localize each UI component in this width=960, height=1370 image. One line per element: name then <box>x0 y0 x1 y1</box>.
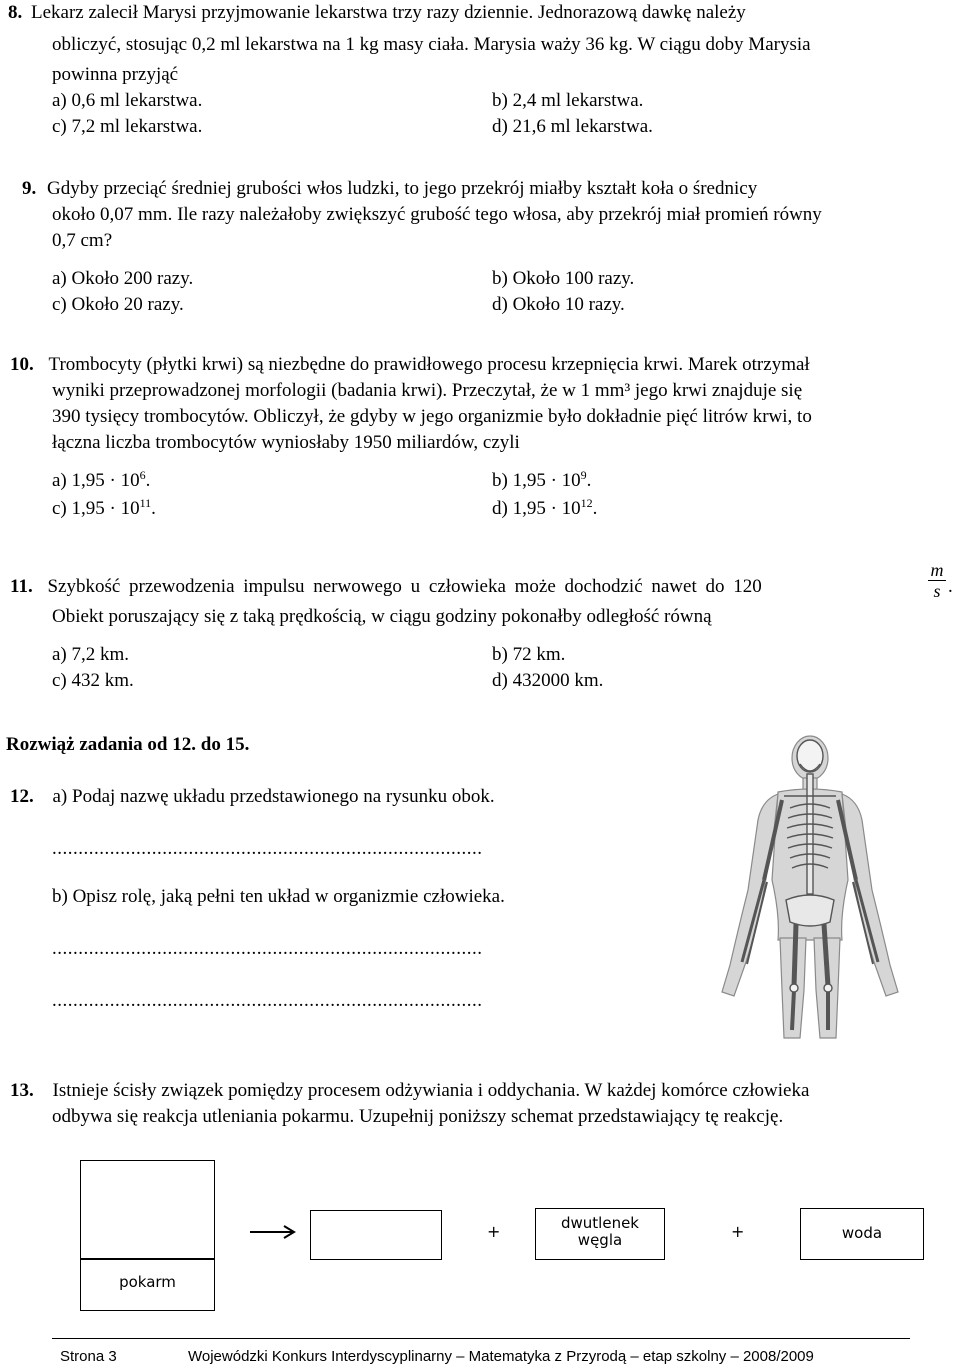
q8-option-a[interactable]: a) 0,6 ml lekarstwa. <box>52 90 203 111</box>
section-heading: Rozwiąż zadania od 12. do 15. <box>6 734 250 755</box>
exponent: 6 <box>139 468 146 482</box>
unit-denominator: s <box>933 581 941 601</box>
q9-option-c[interactable]: c) Około 20 razy. <box>52 294 184 315</box>
question-number: 11. <box>10 576 33 597</box>
q10-option-d[interactable] <box>492 498 597 521</box>
q11-option-b[interactable]: b) 72 km. <box>492 644 566 665</box>
q8-line2: obliczyć, stosując 0,2 ml lekarstwa na 1 kg masy ciała. Marysia waży 36 kg. W ciągu doby Marysia <box>52 34 811 55</box>
skeleton-illustration <box>690 730 930 1040</box>
q10-option-a[interactable] <box>52 470 150 493</box>
q11-unit-period: . <box>948 576 953 597</box>
q8-text: Lekarz zalecił Marysi przyjmowanie lekarstwa trzy razy dziennie. Jednorazową dawkę należy <box>31 2 746 23</box>
q10-line4: łączna liczba trombocytów wyniosłaby 1950 miliardów, czyli <box>52 432 520 453</box>
water-label: woda <box>841 1224 883 1242</box>
period: . <box>592 498 598 519</box>
arrow-icon <box>248 1224 298 1240</box>
q10-line1 <box>10 354 810 376</box>
q11-option-a[interactable]: a) 7,2 km. <box>52 644 130 665</box>
period: . <box>145 470 151 491</box>
question-number: 13. <box>10 1080 34 1101</box>
q8-option-c[interactable]: c) 7,2 ml lekarstwa. <box>52 116 203 137</box>
option-text: c) 1,95 · 10 <box>52 498 140 519</box>
q10-text: Trombocyty (płytki krwi) są niezbędne do prawidłowego procesu krzepnięcia krwi. Marek otrzymał <box>48 354 810 375</box>
q9-option-d[interactable]: d) Około 10 razy. <box>492 294 625 315</box>
period: . <box>586 470 592 491</box>
q13-line2: odbywa się reakcja utleniania pokarmu. Uzupełnij poniższy schemat przedstawiający tę reakcję. <box>52 1106 784 1127</box>
q8-option-b[interactable]: b) 2,4 ml lekarstwa. <box>492 90 644 111</box>
carbon-dioxide-box <box>535 1208 665 1260</box>
answer-line[interactable]: .................................................................................. <box>52 838 483 859</box>
question-number: 12. <box>10 786 34 807</box>
option-text: d) 1,95 · 10 <box>492 498 581 519</box>
unit-numerator: m <box>930 560 944 580</box>
q9-option-b[interactable]: b) Około 100 razy. <box>492 268 635 289</box>
exponent: 12 <box>580 496 593 510</box>
footer-rule <box>52 1338 910 1339</box>
question-number: 9. <box>22 178 37 199</box>
q8-option-d[interactable]: d) 21,6 ml lekarstwa. <box>492 116 653 137</box>
q10-line3: 390 tysięcy trombocytów. Obliczył, że gdyby w jego organizmie było dokładnie pięć litrów krwi, to <box>52 406 812 427</box>
q12-part-b: b) Opisz rolę, jaką pełni ten układ w organizmie człowieka. <box>52 886 505 907</box>
option-text: b) 1,95 · 10 <box>492 470 581 491</box>
q9-line2: około 0,07 mm. Ile razy należałoby zwiększyć grubość tego włosa, aby przekrój miał promień równy <box>52 204 822 225</box>
q9-line3: 0,7 cm? <box>52 230 113 251</box>
q13-line1 <box>10 1080 809 1102</box>
food-label: pokarm <box>119 1273 176 1291</box>
q9-text: Gdyby przeciąć średniej grubości włos ludzki, to jego przekrój miałby kształt koła o średnicy <box>47 178 758 199</box>
co2-label-line2: węgla <box>577 1231 623 1249</box>
q11-option-d[interactable]: d) 432000 km. <box>492 670 604 691</box>
q8-line1 <box>8 2 746 24</box>
q11-option-c[interactable]: c) 432 km. <box>52 670 134 691</box>
q13-text: Istnieje ścisły związek pomiędzy procesem odżywiania i oddychania. W każdej komórce człowieka <box>52 1080 810 1101</box>
food-box <box>80 1259 215 1311</box>
q8-line3: powinna przyjąć <box>52 64 179 85</box>
q11-line1 <box>10 576 762 598</box>
answer-box-reactant[interactable] <box>80 1160 215 1259</box>
co2-label-line1: dwutlenek <box>561 1214 639 1232</box>
exponent: 11 <box>139 496 152 510</box>
question-number: 10. <box>10 354 34 375</box>
water-box <box>800 1208 924 1260</box>
page-number: Strona 3 <box>60 1348 117 1365</box>
option-text: a) 1,95 · 10 <box>52 470 140 491</box>
exponent: 9 <box>580 468 587 482</box>
unit-fraction <box>928 560 946 601</box>
answer-box-product[interactable] <box>310 1210 442 1260</box>
answer-line[interactable]: .................................................................................. <box>52 938 483 959</box>
q11-text: Szybkość przewodzenia impulsu nerwowego u człowieka może dochodzić nawet do 120 <box>47 576 762 597</box>
q9-line1 <box>22 178 757 200</box>
q10-option-b[interactable] <box>492 470 591 493</box>
q12-part-a: a) Podaj nazwę układu przedstawionego na rysunku obok. <box>52 786 495 807</box>
answer-line[interactable]: .................................................................................. <box>52 990 483 1011</box>
plus-sign: + <box>731 1222 745 1241</box>
q10-line2: wyniki przeprowadzonej morfologii (badania krwi). Przeczytał, że w 1 mm³ jego krwi znajduje się <box>52 380 803 401</box>
q11-line2: Obiekt poruszający się z taką prędkością, w ciągu godziny pokonałby odległość równą <box>52 606 712 627</box>
period: . <box>151 498 156 519</box>
q10-option-c[interactable] <box>52 498 156 521</box>
q9-option-a[interactable]: a) Około 200 razy. <box>52 268 194 289</box>
footer-title: Wojewódzki Konkurs Interdyscyplinarny – Matematyka z Przyrodą – etap szkolny – 2008/2009 <box>188 1348 814 1365</box>
question-number: 8. <box>8 2 23 23</box>
plus-sign: + <box>487 1222 501 1241</box>
q12-line-a <box>10 786 495 808</box>
